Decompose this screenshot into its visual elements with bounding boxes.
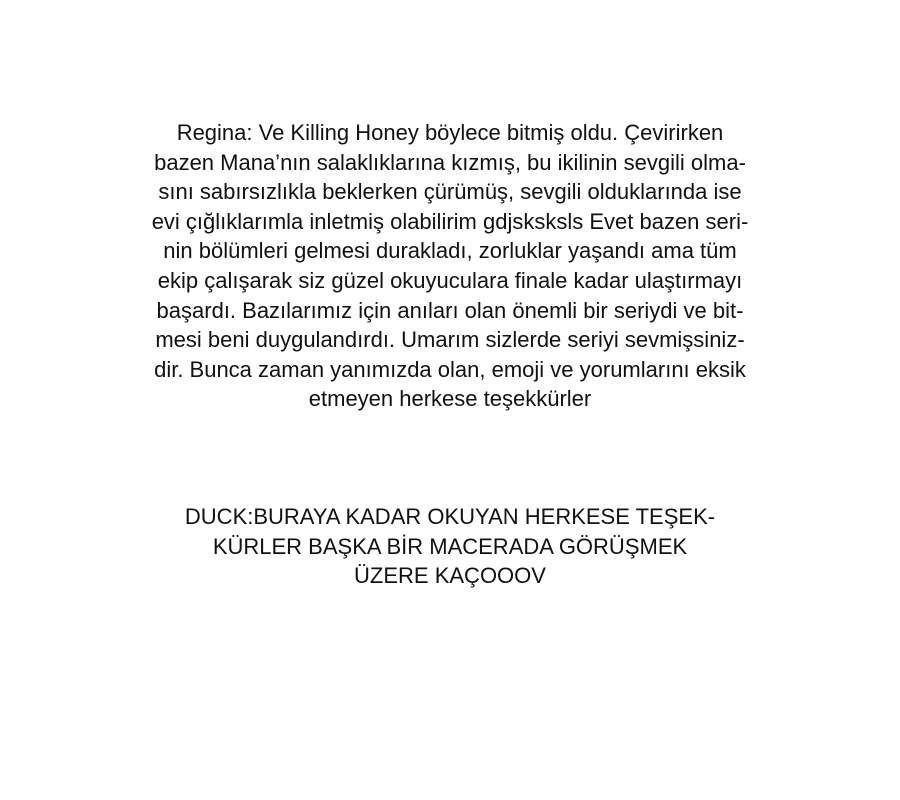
- regina-note-line: mesi beni duygulandırdı. Umarım sizlerde seriyi sevmişsiniz-: [155, 327, 745, 353]
- regina-note-line: ekip çalışarak siz güzel okuyuculara finale kadar ulaştırmayı: [157, 267, 743, 293]
- regina-translator-note: [0, 118, 900, 414]
- regina-note-line: sını sabırsızlıkla beklerken çürümüş, sevgili olduklarında ise: [158, 179, 742, 205]
- regina-note-line: evi çığlıklarımla inletmiş olabilirim gdjsksksls Evet bazen seri-: [151, 208, 749, 234]
- regina-note-line: etmeyen herkese teşekkürler: [308, 386, 592, 412]
- regina-note-line: nin bölümleri gelmesi durakladı, zorluklar yaşandı ama tüm: [163, 238, 737, 264]
- regina-note-line: başardı. Bazılarımız için anıları olan önemli bir seriydi ve bit-: [156, 297, 744, 323]
- duck-note-line: ÜZERE KAÇOOOV: [354, 563, 546, 589]
- regina-note-line: Regina: Ve Killing Honey böylece bitmiş oldu. Çevirirken: [176, 120, 724, 145]
- duck-note-line: DUCK:BURAYA KADAR OKUYAN HERKESE TEŞEK-: [184, 504, 716, 529]
- regina-note-line: bazen Mana’nın salaklıklarına kızmış, bu ikilinin sevgili olma-: [154, 149, 746, 175]
- regina-note-line: dir. Bunca zaman yanımızda olan, emoji ve yorumlarını eksik: [154, 356, 746, 382]
- duck-note-line: KÜRLER BAŞKA BİR MACERADA GÖRÜŞMEK: [212, 533, 688, 559]
- duck-translator-note: [0, 502, 900, 591]
